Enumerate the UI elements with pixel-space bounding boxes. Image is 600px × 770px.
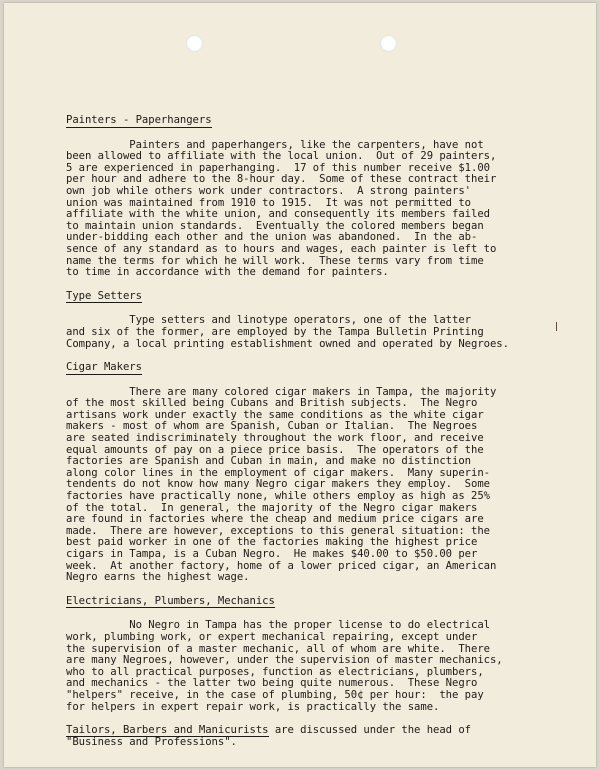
section-cigar-makers	[66, 362, 554, 584]
closing-heading: Tailors, Barbers and Manicurists	[66, 724, 269, 737]
text-line: the supervision of a master mechanic, all of whom are white. There	[66, 642, 490, 655]
text-line: under-bidding each other and the union was abandoned. In the ab-	[66, 231, 478, 244]
section-painters	[66, 115, 554, 279]
text-line: along color lines in the employment of cigar makers. Many superin-	[66, 466, 490, 479]
punch-hole-right	[380, 35, 397, 52]
text-line: per hour and adhere to the 8-hour day. Some of these contract their	[66, 173, 497, 186]
text-line: are seated indiscriminately throughout the work floor, and receive	[66, 432, 484, 445]
text-line: makers - most of whom are Spanish, Cuban or Italian. The Negroes	[66, 420, 478, 433]
text-line: "helpers" receive, in the case of plumbing, 50¢ per hour: the pay	[66, 688, 484, 701]
text-line	[66, 725, 554, 737]
text-line: Company, a local printing establishment owned and operated by Negroes.	[66, 337, 509, 350]
text-line: of the total. In general, the majority of the Negro cigar makers	[66, 501, 478, 514]
text-line: work, plumbing work, or expert mechanical repairing, except under	[66, 630, 478, 643]
closing-text: are discussed under the head of	[268, 724, 471, 737]
document-page	[4, 3, 596, 767]
text-line: name the terms for which he will work. These terms vary from time	[66, 254, 484, 267]
text-line: and mechanics - the latter two being quite numerous. These Negro	[66, 677, 478, 690]
text-line: to maintain union standards. Eventually the colored members began	[66, 219, 484, 232]
text-line: best paid worker in one of the factories making the highest price	[66, 536, 478, 549]
text-line: and six of the former, are employed by the Tampa Bulletin Printing	[66, 325, 484, 338]
text-line: factories are Spanish and Cuban in main, and make no distinction	[66, 455, 471, 468]
text-line: for helpers in expert repair work, is practically the same.	[66, 700, 440, 713]
text-line: tendents do not know how many Negro cigar makers they employ. Some	[66, 478, 490, 491]
text-line: made. There are however, exceptions to this general situation: the	[66, 524, 490, 537]
text-line: sence of any standard as to hours and wages, each painter is left to	[66, 242, 497, 255]
text-line: Painters and paperhangers, like the carpenters, have not	[66, 138, 484, 151]
paragraph	[66, 315, 554, 350]
section-electricians	[66, 596, 554, 713]
section-heading: Type Setters	[66, 289, 142, 302]
section-type-setters	[66, 291, 554, 350]
section-closing	[66, 725, 554, 748]
text-line: artisans work under exactly the same conditions as the white cigar	[66, 408, 484, 421]
text-line: There are many colored cigar makers in Tampa, the majority	[66, 385, 497, 398]
section-heading: Electricians, Plumbers, Mechanics	[66, 594, 275, 607]
text-line: Type setters and linotype operators, one of the latter	[66, 314, 471, 327]
text-line: are many Negroes, however, under the supervision of master mechanics,	[66, 654, 503, 667]
document-body	[66, 115, 554, 760]
punch-hole-left	[186, 35, 203, 52]
text-line: "Business and Professions".	[66, 735, 237, 748]
section-heading: Cigar Makers	[66, 361, 142, 374]
text-line: equal amounts of pay on a piece price basis. The operators of the	[66, 443, 484, 456]
text-line: factories have practically none, while others employ as high as 25%	[66, 490, 490, 503]
paragraph	[66, 140, 554, 279]
paragraph	[66, 387, 554, 584]
text-line: to time in accordance with the demand for painters.	[66, 266, 389, 279]
text-line: 5 are experienced in paperhanging. 17 of this number receive $1.00	[66, 161, 490, 174]
margin-mark	[556, 322, 557, 331]
text-line: cigars in Tampa, is a Cuban Negro. He makes $40.00 to $50.00 per	[66, 548, 478, 560]
text-line: own job while others work under contractors. A strong painters'	[66, 184, 471, 197]
text-line: affiliate with the white union, and consequently its members failed	[66, 208, 490, 221]
text-line: been allowed to affiliate with the local union. Out of 29 painters,	[66, 150, 497, 163]
text-line: of the most skilled being Cubans and British subjects. The Negro	[66, 397, 478, 410]
text-line: Negro earns the highest wage.	[66, 571, 250, 584]
paragraph	[66, 620, 554, 713]
text-line: are found in factories where the cheap and medium price cigars are	[66, 513, 484, 526]
text-line: who to all practical purposes, function as electricians, plumbers,	[66, 665, 484, 678]
text-line: No Negro in Tampa has the proper license to do electrical	[66, 619, 490, 632]
text-line: union was maintained from 1910 to 1915. It was not permitted to	[66, 196, 471, 209]
section-heading: Painters - Paperhangers	[66, 114, 212, 126]
text-line: week. At another factory, home of a lower priced cigar, an American	[66, 559, 497, 572]
